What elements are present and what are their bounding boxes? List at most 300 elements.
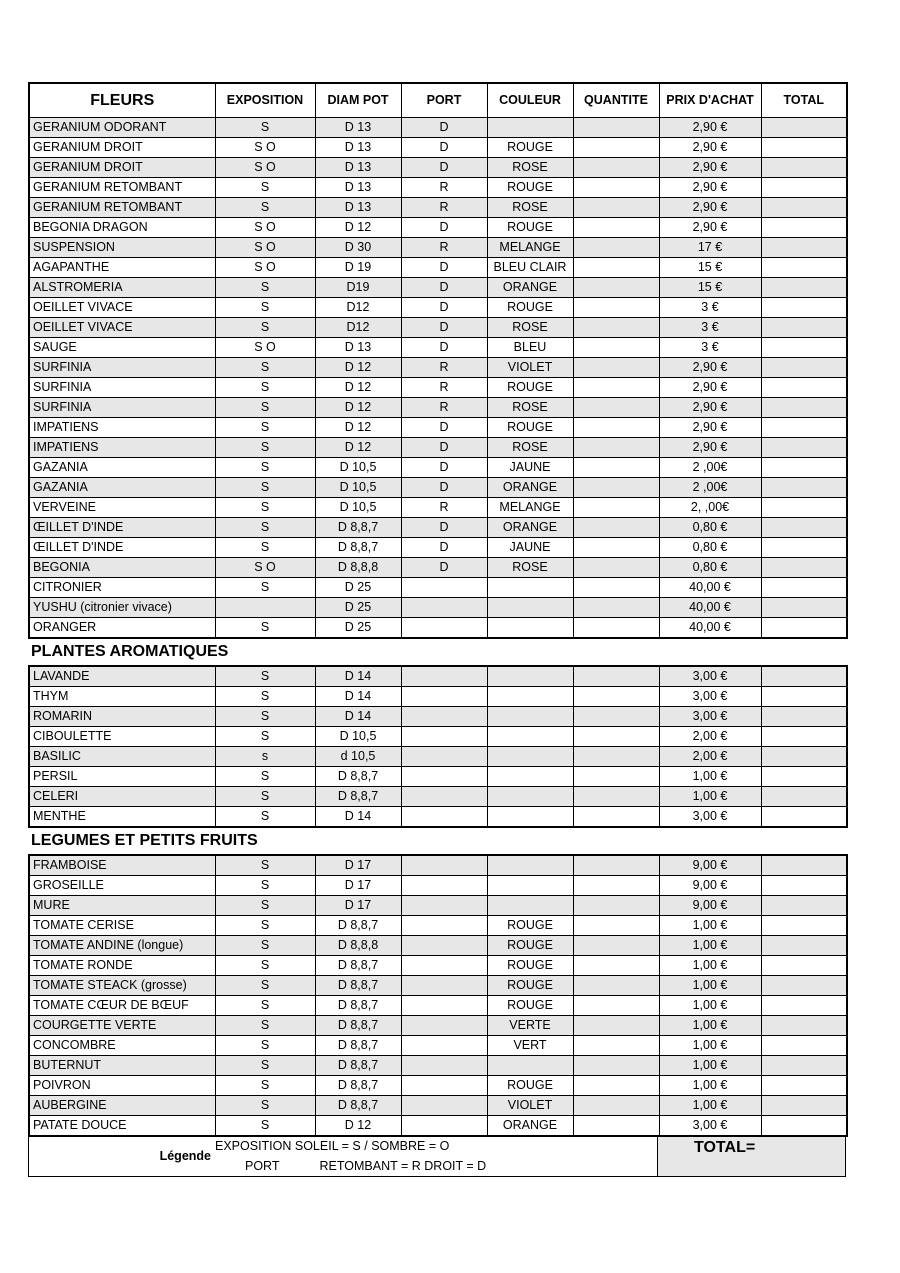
cell-total[interactable] [761,995,847,1015]
cell-port: D [401,117,487,137]
table-row [29,875,847,895]
cell-prix-achat: 2,90 € [659,157,761,177]
cell-quantite[interactable] [573,257,659,277]
cell-couleur: VIOLET [487,1095,573,1115]
cell-exposition: S [215,1115,315,1136]
cell-name: COURGETTE VERTE [29,1015,215,1035]
cell-quantite[interactable] [573,686,659,706]
cell-exposition: S [215,197,315,217]
cell-couleur: ROUGE [487,177,573,197]
table-row [29,915,847,935]
cell-quantite[interactable] [573,457,659,477]
cell-port: R [401,377,487,397]
cell-prix-achat: 2,90 € [659,117,761,137]
cell-quantite[interactable] [573,666,659,687]
cell-prix-achat: 1,00 € [659,1035,761,1055]
cell-diam-pot: D 8,8,7 [315,786,401,806]
cell-port: R [401,237,487,257]
cell-couleur: ROUGE [487,377,573,397]
cell-quantite[interactable] [573,1075,659,1095]
cell-exposition: S [215,357,315,377]
cell-exposition: S [215,477,315,497]
table-row [29,357,847,377]
cell-quantite[interactable] [573,706,659,726]
cell-couleur: ROUGE [487,1075,573,1095]
cell-prix-achat: 3,00 € [659,706,761,726]
cell-prix-achat: 2,90 € [659,357,761,377]
table-row [29,617,847,638]
cell-total[interactable] [761,417,847,437]
legend-port-line [215,1156,486,1176]
cell-quantite[interactable] [573,237,659,257]
table-row [29,297,847,317]
cell-diam-pot: D 12 [315,1115,401,1136]
cell-prix-achat: 2,90 € [659,397,761,417]
cell-port: D [401,157,487,177]
cell-prix-achat: 0,80 € [659,517,761,537]
table-row [29,237,847,257]
grand-total-label: TOTAL= [658,1137,845,1176]
cell-total[interactable] [761,237,847,257]
cell-diam-pot: D 30 [315,237,401,257]
cell-total[interactable] [761,217,847,237]
cell-prix-achat: 3,00 € [659,1115,761,1136]
cell-name: BEGONIA [29,557,215,577]
cell-exposition: S [215,1055,315,1075]
cell-port: D [401,537,487,557]
cell-total[interactable] [761,437,847,457]
cell-exposition: S [215,537,315,557]
cell-diam-pot: D 13 [315,197,401,217]
cell-name: FRAMBOISE [29,855,215,876]
cell-name: THYM [29,686,215,706]
table-row [29,1075,847,1095]
cell-total[interactable] [761,457,847,477]
cell-quantite[interactable] [573,377,659,397]
table-row [29,1095,847,1115]
cell-name: SURFINIA [29,397,215,417]
table-row [29,557,847,577]
cell-total[interactable] [761,157,847,177]
cell-name: LAVANDE [29,666,215,687]
cell-quantite[interactable] [573,117,659,137]
legumes-table [28,854,848,1137]
cell-name: POIVRON [29,1075,215,1095]
cell-prix-achat: 17 € [659,237,761,257]
table-row [29,217,847,237]
cell-prix-achat: 2,90 € [659,197,761,217]
cell-exposition: S [215,1075,315,1095]
cell-couleur: ROSE [487,157,573,177]
cell-port [401,1015,487,1035]
cell-total[interactable] [761,746,847,766]
cell-prix-achat: 9,00 € [659,875,761,895]
cell-diam-pot: D 25 [315,577,401,597]
cell-exposition: S [215,297,315,317]
cell-name: GERANIUM ODORANT [29,117,215,137]
cell-name: YUSHU (citronier vivace) [29,597,215,617]
cell-total[interactable] [761,297,847,317]
cell-name: GAZANIA [29,477,215,497]
cell-total[interactable] [761,257,847,277]
cell-total[interactable] [761,617,847,638]
cell-quantite[interactable] [573,277,659,297]
cell-total[interactable] [761,577,847,597]
cell-quantite[interactable] [573,855,659,876]
cell-diam-pot: D 10,5 [315,497,401,517]
cell-quantite[interactable] [573,477,659,497]
cell-diam-pot: D 14 [315,706,401,726]
cell-quantite[interactable] [573,1115,659,1136]
cell-total[interactable] [761,895,847,915]
cell-port: D [401,417,487,437]
cell-couleur [487,706,573,726]
cell-total[interactable] [761,1035,847,1055]
cell-quantite[interactable] [573,726,659,746]
cell-port: D [401,137,487,157]
cell-quantite[interactable] [573,217,659,237]
cell-prix-achat: 2,90 € [659,217,761,237]
cell-exposition: S [215,437,315,457]
cell-name: TOMATE ANDINE (longue) [29,935,215,955]
cell-name: PATATE DOUCE [29,1115,215,1136]
cell-quantite[interactable] [573,317,659,337]
cell-prix-achat: 0,80 € [659,557,761,577]
cell-total[interactable] [761,1015,847,1035]
cell-quantite[interactable] [573,537,659,557]
cell-diam-pot: D 14 [315,806,401,827]
cell-port: R [401,177,487,197]
cell-quantite[interactable] [573,197,659,217]
cell-quantite[interactable] [573,497,659,517]
cell-port [401,975,487,995]
cell-quantite[interactable] [573,875,659,895]
cell-prix-achat: 3,00 € [659,686,761,706]
cell-couleur [487,766,573,786]
cell-name: TOMATE RONDE [29,955,215,975]
cell-prix-achat: 3 € [659,337,761,357]
section-title-legumes: LEGUMES ET PETITS FRUITS [31,831,258,849]
cell-total[interactable] [761,806,847,827]
cell-couleur [487,855,573,876]
cell-total[interactable] [761,1115,847,1136]
cell-exposition: S [215,955,315,975]
cell-port [401,686,487,706]
table-row [29,517,847,537]
cell-total[interactable] [761,686,847,706]
cell-port [401,706,487,726]
cell-prix-achat: 2,00 € [659,726,761,746]
cell-total[interactable] [761,397,847,417]
cell-total[interactable] [761,1075,847,1095]
cell-quantite[interactable] [573,995,659,1015]
cell-couleur: ROUGE [487,935,573,955]
cell-total[interactable] [761,137,847,157]
cell-prix-achat: 3,00 € [659,806,761,827]
cell-name: TOMATE STEACK (grosse) [29,975,215,995]
cell-diam-pot: D 8,8,7 [315,995,401,1015]
cell-total[interactable] [761,337,847,357]
cell-prix-achat: 2, ,00€ [659,497,761,517]
cell-port: R [401,357,487,377]
cell-name: SURFINIA [29,377,215,397]
cell-total[interactable] [761,706,847,726]
cell-name: GERANIUM RETOMBANT [29,177,215,197]
cell-name: CIBOULETTE [29,726,215,746]
cell-exposition: S [215,517,315,537]
cell-quantite[interactable] [573,557,659,577]
header-diam-pot: DIAM POT [315,83,401,117]
cell-port: D [401,457,487,477]
cell-total[interactable] [761,477,847,497]
cell-name: ROMARIN [29,706,215,726]
cell-couleur: ROSE [487,397,573,417]
header-exposition: EXPOSITION [215,83,315,117]
cell-port [401,666,487,687]
aromatiques-table [28,665,848,828]
cell-exposition: S [215,726,315,746]
cell-quantite[interactable] [573,1095,659,1115]
cell-quantite[interactable] [573,1055,659,1075]
cell-name: AUBERGINE [29,1095,215,1115]
cell-couleur: BLEU [487,337,573,357]
aromatiques-body [29,666,847,827]
cell-total[interactable] [761,955,847,975]
cell-quantite[interactable] [573,975,659,995]
cell-quantite[interactable] [573,806,659,827]
cell-quantite[interactable] [573,397,659,417]
cell-quantite[interactable] [573,786,659,806]
cell-prix-achat: 1,00 € [659,1015,761,1035]
cell-quantite[interactable] [573,517,659,537]
cell-prix-achat: 3 € [659,297,761,317]
cell-exposition: S [215,177,315,197]
cell-prix-achat: 3,00 € [659,666,761,687]
table-row [29,746,847,766]
cell-name: CONCOMBRE [29,1035,215,1055]
cell-exposition: S [215,895,315,915]
cell-total[interactable] [761,1055,847,1075]
cell-quantite[interactable] [573,357,659,377]
table-row [29,726,847,746]
table-row [29,157,847,177]
cell-quantite[interactable] [573,337,659,357]
cell-quantite[interactable] [573,577,659,597]
cell-exposition: S [215,935,315,955]
cell-port [401,726,487,746]
cell-quantite[interactable] [573,915,659,935]
cell-total[interactable] [761,766,847,786]
cell-diam-pot: D 12 [315,397,401,417]
cell-couleur: ORANGE [487,477,573,497]
cell-quantite[interactable] [573,1035,659,1055]
cell-total[interactable] [761,597,847,617]
cell-prix-achat: 1,00 € [659,1075,761,1095]
cell-quantite[interactable] [573,1015,659,1035]
cell-diam-pot: D 12 [315,357,401,377]
cell-quantite[interactable] [573,617,659,638]
cell-port [401,577,487,597]
cell-name: SURFINIA [29,357,215,377]
cell-prix-achat: 1,00 € [659,975,761,995]
cell-name: GERANIUM DROIT [29,157,215,177]
cell-exposition: S [215,915,315,935]
cell-name: ŒILLET D'INDE [29,517,215,537]
cell-total[interactable] [761,915,847,935]
legend-lines [215,1136,486,1176]
cell-total[interactable] [761,377,847,397]
cell-port [401,746,487,766]
cell-total[interactable] [761,786,847,806]
cell-couleur: ROSE [487,437,573,457]
cell-prix-achat: 1,00 € [659,935,761,955]
table-row [29,177,847,197]
cell-total[interactable] [761,537,847,557]
cell-exposition: S [215,806,315,827]
cell-diam-pot: D 8,8,7 [315,915,401,935]
cell-name: IMPATIENS [29,417,215,437]
header-fleurs: FLEURS [29,83,215,117]
cell-couleur [487,746,573,766]
cell-total[interactable] [761,975,847,995]
cell-port: D [401,277,487,297]
cell-port: R [401,197,487,217]
cell-couleur [487,806,573,827]
cell-exposition: S O [215,557,315,577]
table-row [29,317,847,337]
cell-quantite[interactable] [573,955,659,975]
table-row [29,377,847,397]
table-row [29,895,847,915]
cell-total[interactable] [761,875,847,895]
cell-total[interactable] [761,935,847,955]
cell-total[interactable] [761,1095,847,1115]
header-row [29,83,847,117]
header-couleur: COULEUR [487,83,573,117]
fleurs-table [28,82,848,639]
legumes-body [29,855,847,1136]
cell-name: PERSIL [29,766,215,786]
cell-quantite[interactable] [573,297,659,317]
table-row [29,337,847,357]
cell-exposition: S O [215,217,315,237]
cell-total[interactable] [761,177,847,197]
cell-couleur [487,895,573,915]
cell-total[interactable] [761,855,847,876]
table-row [29,117,847,137]
cell-quantite[interactable] [573,766,659,786]
cell-name: OEILLET VIVACE [29,297,215,317]
cell-port [401,1075,487,1095]
cell-quantite[interactable] [573,935,659,955]
cell-diam-pot: D 13 [315,337,401,357]
table-row [29,1115,847,1136]
order-sheet [28,82,846,1177]
cell-quantite[interactable] [573,746,659,766]
cell-diam-pot: D 10,5 [315,457,401,477]
cell-prix-achat: 3 € [659,317,761,337]
cell-port [401,786,487,806]
cell-exposition: S [215,577,315,597]
cell-total[interactable] [761,277,847,297]
cell-quantite[interactable] [573,177,659,197]
table-row [29,686,847,706]
cell-total[interactable] [761,726,847,746]
cell-name: GERANIUM RETOMBANT [29,197,215,217]
cell-couleur [487,875,573,895]
cell-diam-pot: D 8,8,7 [315,1095,401,1115]
cell-quantite[interactable] [573,437,659,457]
cell-quantite[interactable] [573,895,659,915]
cell-diam-pot: D 10,5 [315,477,401,497]
cell-diam-pot: D 12 [315,417,401,437]
cell-couleur: ROSE [487,197,573,217]
cell-total[interactable] [761,317,847,337]
table-row [29,577,847,597]
cell-diam-pot: D 8,8,8 [315,557,401,577]
table-row [29,855,847,876]
cell-couleur: ROUGE [487,995,573,1015]
cell-name: GROSEILLE [29,875,215,895]
legend-box [29,1137,658,1176]
table-row [29,806,847,827]
cell-total[interactable] [761,357,847,377]
cell-diam-pot: D 14 [315,686,401,706]
table-row [29,417,847,437]
header-total: TOTAL [761,83,847,117]
cell-port [401,1095,487,1115]
cell-quantite[interactable] [573,417,659,437]
cell-couleur: ROUGE [487,955,573,975]
legend-port-value: RETOMBANT = R DROIT = D [319,1159,487,1173]
cell-total[interactable] [761,197,847,217]
cell-total[interactable] [761,517,847,537]
cell-total[interactable] [761,666,847,687]
cell-total[interactable] [761,117,847,137]
cell-total[interactable] [761,497,847,517]
cell-exposition: S [215,377,315,397]
cell-port [401,955,487,975]
legend-exposition: EXPOSITION SOLEIL = S / SOMBRE = O [215,1139,450,1153]
cell-diam-pot: D12 [315,297,401,317]
legend [28,1137,846,1177]
cell-quantite[interactable] [573,597,659,617]
cell-couleur [487,117,573,137]
cell-name: ŒILLET D'INDE [29,537,215,557]
cell-couleur: ORANGE [487,1115,573,1136]
cell-exposition: S [215,617,315,638]
cell-prix-achat: 2,90 € [659,137,761,157]
cell-exposition: S [215,277,315,297]
cell-name: IMPATIENS [29,437,215,457]
cell-total[interactable] [761,557,847,577]
cell-exposition: S [215,875,315,895]
cell-diam-pot: D 17 [315,875,401,895]
cell-quantite[interactable] [573,157,659,177]
cell-port: D [401,317,487,337]
cell-quantite[interactable] [573,137,659,157]
cell-prix-achat: 2,00 € [659,746,761,766]
cell-prix-achat: 40,00 € [659,577,761,597]
cell-couleur: ROUGE [487,915,573,935]
table-row [29,257,847,277]
cell-port [401,1035,487,1055]
cell-couleur [487,617,573,638]
cell-exposition: S O [215,337,315,357]
cell-couleur [487,666,573,687]
cell-diam-pot: D 13 [315,157,401,177]
table-row [29,137,847,157]
